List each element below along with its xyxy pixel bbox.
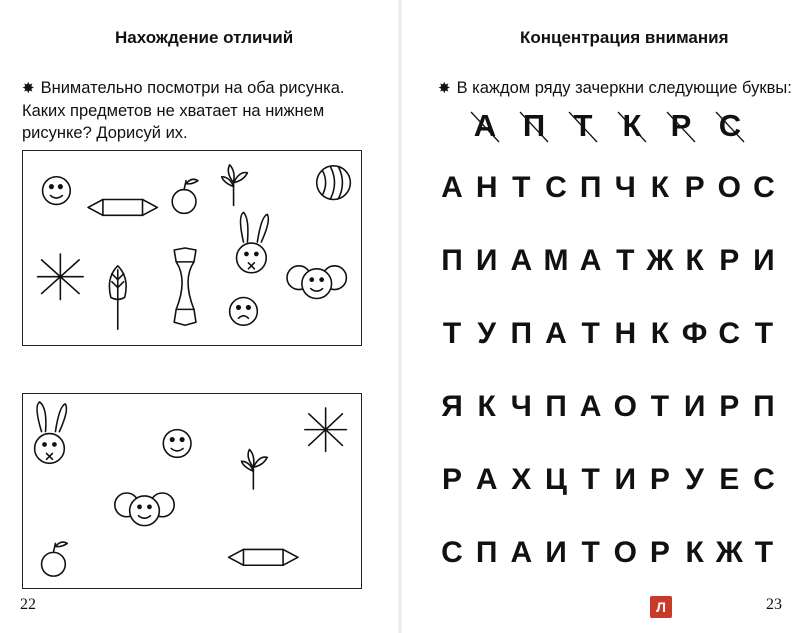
letter-cell[interactable]: Р — [719, 390, 740, 423]
letter-cell[interactable]: П — [753, 390, 775, 423]
right-page — [400, 0, 800, 633]
snowflake-icon — [305, 408, 347, 452]
wrapped-candy-icon — [88, 200, 157, 216]
letter-cell[interactable]: И — [614, 463, 637, 496]
letter-cell[interactable]: Ч — [614, 171, 636, 204]
bunny-icon — [35, 402, 67, 463]
letter-row — [438, 389, 778, 425]
letter-cell[interactable]: И — [475, 244, 498, 277]
letter-cell[interactable]: К — [685, 536, 704, 569]
letter-row — [438, 316, 778, 352]
apple-icon — [172, 179, 198, 213]
letter-cell[interactable]: И — [545, 536, 567, 569]
smiley-face-icon — [163, 430, 191, 458]
letter-cell[interactable]: Ч — [510, 390, 532, 423]
letter-cell[interactable]: П — [441, 244, 463, 277]
right-instruction — [438, 77, 798, 100]
letter-cell[interactable]: Н — [614, 317, 637, 350]
snowflake-icon — [38, 254, 84, 300]
letter-cell[interactable]: А — [545, 317, 567, 350]
right-instruction-text: В каждом ряду зачеркни следующие буквы: — [456, 79, 792, 97]
letter-row — [438, 170, 778, 206]
letter-cell[interactable]: С — [753, 463, 775, 496]
letter-cell[interactable]: К — [650, 317, 670, 350]
feather-icon — [109, 266, 126, 329]
ball-icon — [317, 166, 351, 200]
mouse-face-icon — [287, 266, 346, 299]
target-letter: А — [473, 108, 497, 143]
letter-cell[interactable]: Т — [754, 536, 774, 569]
flower-sprout-icon — [241, 449, 267, 489]
letter-cell[interactable]: Т — [442, 317, 462, 350]
left-instruction-text: Внимательно посмотри на оба рисунка. Каких предметов не хватает на нижнем рисунке? Дорисуй их. — [22, 79, 345, 142]
letter-cell[interactable]: А — [510, 244, 533, 277]
letter-cell[interactable]: Н — [475, 171, 498, 204]
letter-cell[interactable]: И — [753, 244, 775, 277]
letter-cell[interactable]: О — [613, 536, 637, 569]
letter-cell[interactable]: П — [579, 171, 602, 204]
letter-cell[interactable]: У — [477, 317, 496, 350]
letter-cell[interactable]: Р — [649, 463, 670, 496]
letter-cell[interactable]: Т — [754, 317, 774, 350]
letter-cell[interactable]: И — [683, 390, 706, 423]
letter-cell[interactable]: Т — [616, 244, 635, 277]
letter-cell[interactable]: М — [543, 244, 569, 277]
smiley-face-icon — [43, 177, 71, 205]
letter-cell[interactable]: Я — [441, 390, 463, 423]
letter-cell[interactable]: Ц — [545, 463, 567, 496]
strikethrough-marks — [465, 108, 755, 148]
letter-cell[interactable]: К — [650, 171, 670, 204]
letter-cell[interactable]: Т — [512, 171, 531, 204]
letter-cell[interactable]: Т — [581, 536, 600, 569]
target-letter: К — [622, 108, 642, 143]
left-page-title: Нахождение отличий — [115, 28, 294, 47]
bunny-icon — [237, 212, 269, 272]
letter-cell[interactable]: Е — [719, 463, 740, 496]
target-letter: П — [522, 108, 546, 143]
letter-row — [438, 462, 778, 498]
letter-cell[interactable]: Ф — [681, 317, 708, 350]
letter-cell[interactable]: К — [685, 244, 704, 277]
left-instruction — [22, 77, 372, 144]
page-number-right: 23 — [766, 596, 782, 613]
letter-cell[interactable]: Т — [581, 317, 600, 350]
page-number-left: 22 — [20, 596, 36, 613]
letter-cell[interactable]: П — [545, 390, 567, 423]
apple-icon — [42, 542, 68, 576]
right-page-title: Концентрация внимания — [520, 28, 729, 47]
letter-cell[interactable]: Х — [511, 463, 532, 496]
letter-cell[interactable]: С — [545, 171, 567, 204]
letter-cell[interactable]: Р — [684, 171, 705, 204]
bottom-picture — [22, 393, 362, 589]
letter-cell[interactable]: Р — [649, 536, 670, 569]
letter-cell[interactable]: С — [441, 536, 463, 569]
bullet-icon: ✸ — [438, 80, 451, 97]
letter-cell[interactable]: О — [717, 171, 741, 204]
letter-row — [438, 243, 778, 279]
letter-cell[interactable]: С — [753, 171, 775, 204]
wrapped-candy-icon — [229, 549, 298, 565]
letter-cell[interactable]: А — [579, 244, 602, 277]
vertical-candy-icon — [174, 248, 196, 325]
flower-sprout-icon — [222, 165, 248, 206]
letter-cell[interactable]: П — [475, 536, 498, 569]
mouse-face-icon — [115, 493, 174, 526]
sad-face-icon — [230, 297, 258, 325]
letter-cell[interactable]: К — [477, 390, 496, 423]
target-letter: Т — [573, 108, 593, 143]
letter-cell[interactable]: Т — [650, 390, 670, 423]
letter-cell[interactable]: С — [718, 317, 741, 350]
letter-cell[interactable]: Ж — [715, 536, 743, 569]
letter-grid — [438, 170, 778, 608]
letter-cell[interactable]: О — [613, 390, 637, 423]
letter-cell[interactable]: Р — [719, 244, 740, 277]
target-letter: Р — [670, 108, 692, 143]
letter-cell[interactable]: А — [579, 390, 602, 423]
letter-cell[interactable]: А — [441, 171, 463, 204]
letter-cell[interactable]: У — [685, 463, 704, 496]
target-letter: С — [718, 108, 742, 143]
letter-cell[interactable]: П — [510, 317, 533, 350]
letter-cell[interactable]: Ж — [646, 244, 674, 277]
top-picture — [22, 150, 362, 346]
publisher-logo: Л — [650, 596, 672, 618]
letter-cell[interactable]: А — [510, 536, 533, 569]
letter-cell[interactable]: Т — [581, 463, 600, 496]
bullet-icon: ✸ — [22, 80, 35, 97]
letter-cell[interactable]: Р — [441, 463, 462, 496]
letter-row — [438, 535, 778, 571]
letter-cell[interactable]: А — [475, 463, 498, 496]
